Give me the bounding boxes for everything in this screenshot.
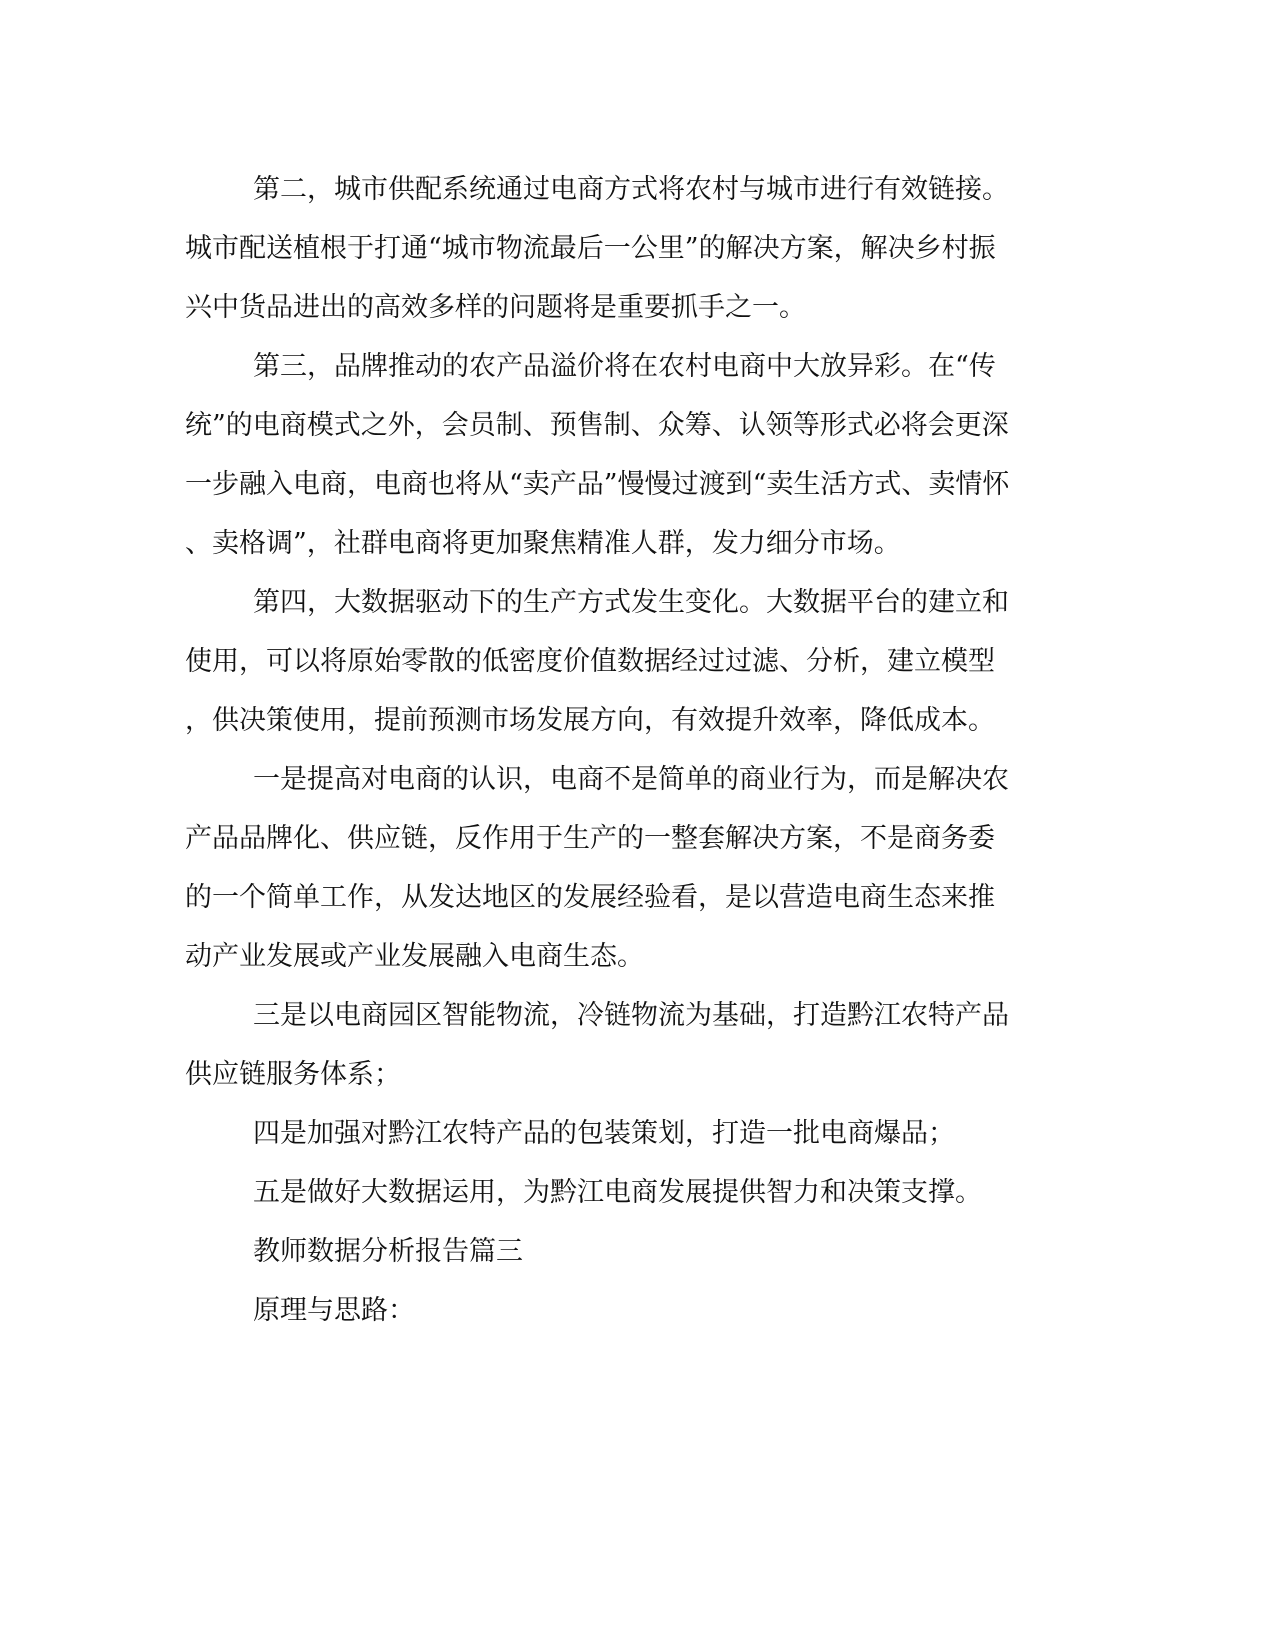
paragraph-line: 产品品牌化、供应链，反作用于生产的一整套解决方案，不是商务委 [185, 823, 995, 854]
paragraph-line: 三是以电商园区智能物流，冷链物流为基础，打造黔江农特产品 [253, 1000, 1009, 1031]
paragraph-line: 统”的电商模式之外，会员制、预售制、众筹、认领等形式必将会更深 [185, 410, 1009, 441]
section-heading: 教师数据分析报告篇三 [253, 1236, 523, 1267]
paragraph-line: 使用，可以将原始零散的低密度价值数据经过过滤、分析，建立模型 [185, 646, 995, 677]
paragraph-line: 一步融入电商，电商也将从“卖产品”慢慢过渡到“卖生活方式、卖情怀 [185, 469, 1010, 500]
paragraph-line: 动产业发展或产业发展融入电商生态。 [185, 941, 644, 972]
paragraph-line: 五是做好大数据运用，为黔江电商发展提供智力和决策支撑。 [253, 1177, 982, 1208]
paragraph-line: 城市配送植根于打通“城市物流最后一公里”的解决方案，解决乡村振 [185, 233, 996, 264]
paragraph-line: 第三，品牌推动的农产品溢价将在农村电商中大放异彩。在“传 [253, 351, 996, 382]
paragraph-line: 的一个简单工作，从发达地区的发展经验看，是以营造电商生态来推 [185, 882, 995, 913]
paragraph-line: ，供决策使用，提前预测市场发展方向，有效提升效率，降低成本。 [185, 705, 995, 736]
document-body [185, 160, 1035, 1340]
paragraph-line: 供应链服务体系； [185, 1059, 401, 1090]
subsection-heading: 原理与思路： [253, 1295, 415, 1326]
paragraph-line: 第四，大数据驱动下的生产方式发生变化。大数据平台的建立和 [253, 587, 1009, 618]
paragraph-line: 一是提高对电商的认识，电商不是简单的商业行为，而是解决农 [253, 764, 1009, 795]
paragraph-line: 第二，城市供配系统通过电商方式将农村与城市进行有效链接。 [253, 174, 1009, 205]
paragraph-line: 四是加强对黔江农特产品的包装策划，打造一批电商爆品； [253, 1118, 955, 1149]
paragraph-line: 、卖格调”，社群电商将更加聚焦精准人群，发力细分市场。 [185, 528, 901, 559]
paragraph-line: 兴中货品进出的高效多样的问题将是重要抓手之一。 [185, 292, 806, 323]
